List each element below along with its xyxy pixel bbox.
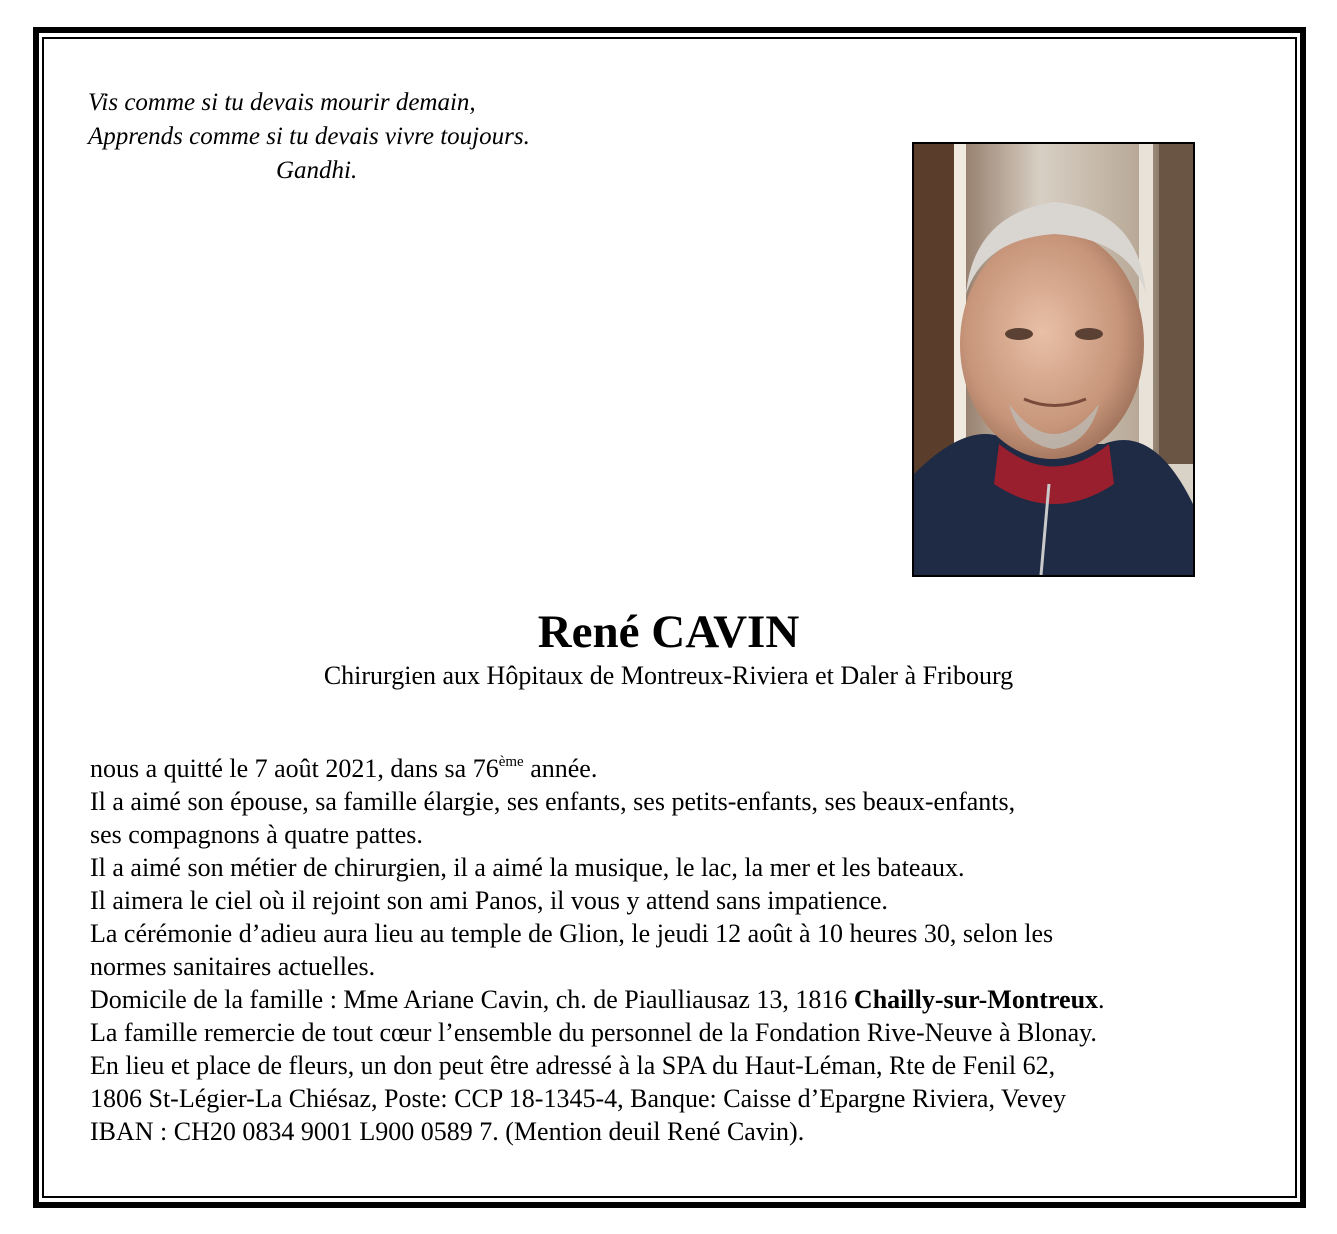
portrait-photo [912, 142, 1195, 577]
family-address: Domicile de la famille : Mme Ariane Cavin, ch. de Piaulliausaz 13, 1816 [90, 985, 854, 1014]
address-period: . [1098, 985, 1105, 1014]
body-line-8 [90, 983, 1270, 1016]
body-line-3: ses compagnons à quatre pattes. [90, 820, 423, 849]
deceased-profession: Chirurgien aux Hôpitaux de Montreux-Riviera et Daler à Fribourg [323, 661, 1014, 690]
family-locality: Chailly-sur-Montreux [853, 985, 1099, 1014]
body-line-10: En lieu et place de fleurs, un don peut être adressé à la SPA du Haut-Léman, Rte de Fenil 62, [90, 1051, 1056, 1080]
body-line-4: Il a aimé son métier de chirurgien, il a aimé la musique, le lac, la mer et les bateaux. [90, 853, 965, 882]
obituary-text [90, 752, 1270, 1148]
body-line-9: La famille remercie de tout cœur l’ensemble du personnel de la Fondation Rive-Neuve à Blonay. [90, 1018, 1097, 1047]
body-line-1 [90, 752, 1270, 785]
body-line-12: IBAN : CH20 0834 9001 L900 0589 7. (Mention deuil René Cavin). [90, 1117, 805, 1146]
quote-line-1: Vis comme si tu devais mourir demain, [88, 89, 476, 116]
year-word: année. [523, 754, 598, 783]
body-line-6: La cérémonie d’adieu aura lieu au temple de Glion, le jeudi 12 août à 10 heures 30, selon les [90, 919, 1054, 948]
quote-author: Gandhi. [276, 157, 358, 184]
death-date-text: nous a quitté le 7 août 2021, dans sa 76 [90, 754, 499, 783]
portrait-photo-icon [914, 144, 1193, 575]
body-line-5: Il aimera le ciel où il rejoint son ami Panos, il vous y attend sans impatience. [90, 886, 888, 915]
body-line-11: 1806 St-Légier-La Chiésaz, Poste: CCP 18-1345-4, Banque: Caisse d’Epargne Riviera, Vevey [90, 1084, 1066, 1113]
body-line-2: Il a aimé son épouse, sa famille élargie, ses enfants, ses petits-enfants, ses beaux-enfants, [90, 787, 1016, 816]
epigraph-quote [88, 86, 530, 188]
deceased-name: René CAVIN [537, 606, 800, 658]
body-line-7: normes sanitaires actuelles. [90, 952, 376, 981]
quote-line-2: Apprends comme si tu devais vivre toujours. [88, 123, 530, 150]
ordinal-superscript: ème [498, 754, 524, 770]
